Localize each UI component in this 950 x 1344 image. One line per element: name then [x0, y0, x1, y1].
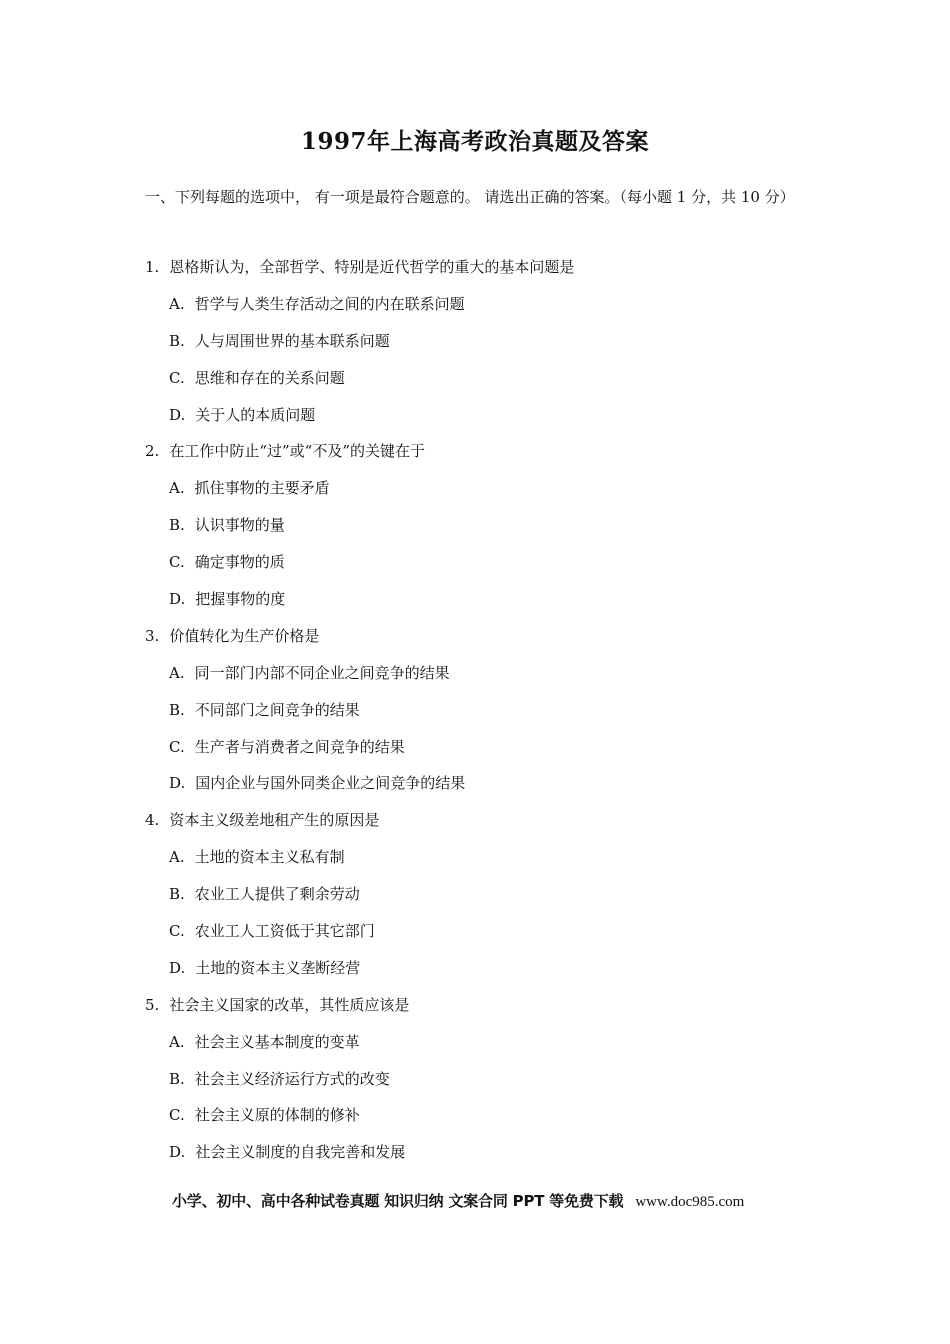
option-text: 国内企业与国外同类企业之间竞争的结果 — [195, 774, 466, 793]
option-letter: B. — [169, 331, 185, 350]
option-text: 社会主义经济运行方式的改变 — [194, 1069, 390, 1088]
option-b — [145, 1061, 810, 1098]
option-letter: D. — [169, 405, 186, 424]
document-title: 1997年上海高考政治真题及答案 — [300, 128, 649, 155]
option-d — [145, 581, 810, 618]
question-4 — [145, 802, 810, 986]
option-letter: D. — [169, 774, 186, 793]
option-c — [145, 360, 810, 397]
question-stem — [145, 987, 810, 1024]
section-instructions: 一、下列每题的选项中， 有一项是最符合题意的。 请选出正确的答案。（每小题 1 分，共 10 分） — [145, 188, 795, 206]
option-text: 生产者与消费者之间竞争的结果 — [194, 737, 405, 756]
option-text: 哲学与人类生存活动之间的内在联系问题 — [194, 294, 465, 313]
option-letter: C. — [169, 737, 185, 756]
question-number: 3. — [145, 626, 160, 645]
option-d — [145, 765, 810, 802]
question-1 — [145, 249, 810, 433]
option-text: 土地的资本主义私有制 — [194, 848, 345, 867]
option-c — [145, 1097, 810, 1134]
question-number: 2. — [145, 442, 160, 461]
option-letter: C. — [169, 553, 185, 572]
question-stem — [145, 433, 810, 470]
question-2 — [145, 433, 810, 617]
option-letter: C. — [169, 922, 185, 941]
option-text: 确定事物的质 — [194, 553, 285, 572]
option-letter: A. — [169, 479, 185, 498]
option-letter: D. — [169, 1143, 186, 1162]
option-text: 农业工人工资低于其它部门 — [194, 922, 375, 941]
option-b — [145, 876, 810, 913]
question-stem — [145, 802, 810, 839]
option-text: 社会主义原的体制的修补 — [194, 1106, 360, 1125]
option-text: 农业工人提供了剩余劳动 — [194, 885, 360, 904]
question-stem — [145, 618, 810, 655]
question-text: 社会主义国家的改革，其性质应该是 — [169, 995, 410, 1014]
option-letter: A. — [169, 294, 185, 313]
option-letter: C. — [169, 1106, 185, 1125]
option-d — [145, 1134, 810, 1171]
question-list — [145, 249, 810, 1171]
option-a — [145, 470, 810, 507]
option-letter: A. — [169, 663, 185, 682]
option-a — [145, 839, 810, 876]
option-d — [145, 950, 810, 987]
option-c — [145, 729, 810, 766]
option-text: 抓住事物的主要矛盾 — [194, 479, 330, 498]
option-c — [145, 544, 810, 581]
option-text: 关于人的本质问题 — [195, 405, 316, 424]
option-a — [145, 655, 810, 692]
option-text: 把握事物的度 — [195, 590, 286, 609]
option-a — [145, 1024, 810, 1061]
option-letter: B. — [169, 885, 185, 904]
option-b — [145, 507, 810, 544]
page-footer — [172, 1186, 852, 1217]
option-text: 人与周围世界的基本联系问题 — [194, 331, 390, 350]
option-d — [145, 397, 810, 434]
question-3 — [145, 618, 810, 802]
question-number: 5. — [145, 995, 160, 1014]
question-stem — [145, 249, 810, 286]
option-text: 社会主义基本制度的变革 — [194, 1032, 360, 1051]
option-letter: B. — [169, 516, 185, 535]
question-text: 资本主义级差地租产生的原因是 — [169, 811, 380, 830]
option-text: 土地的资本主义垄断经营 — [195, 958, 361, 977]
option-text: 同一部门内部不同企业之间竞争的结果 — [194, 663, 450, 682]
question-number: 4. — [145, 811, 160, 830]
option-letter: A. — [169, 848, 185, 867]
footer-url: www.doc985.com — [635, 1194, 745, 1210]
option-b — [145, 323, 810, 360]
question-number: 1. — [145, 258, 160, 276]
option-text: 认识事物的量 — [194, 516, 285, 535]
option-letter: B. — [169, 700, 185, 719]
option-letter: C. — [169, 368, 185, 387]
option-text: 社会主义制度的自我完善和发展 — [195, 1143, 406, 1162]
option-letter: A. — [169, 1032, 185, 1051]
option-letter: B. — [169, 1069, 185, 1088]
option-letter: D. — [169, 590, 186, 609]
question-5 — [145, 987, 810, 1171]
option-b — [145, 692, 810, 729]
question-text: 恩格斯认为，全部哲学、特别是近代哲学的重大的基本问题是 — [169, 258, 575, 276]
footer-text: 小学、初中、高中各种试卷真题 知识归纳 文案合同 PPT 等免费下载 — [172, 1192, 624, 1210]
question-text: 价值转化为生产价格是 — [169, 626, 320, 645]
option-text: 不同部门之间竞争的结果 — [194, 700, 360, 719]
option-c — [145, 913, 810, 950]
option-a — [145, 286, 810, 323]
option-letter: D. — [169, 958, 186, 977]
question-text: 在工作中防止“过”或“不及”的关键在于 — [169, 442, 425, 461]
option-text: 思维和存在的关系问题 — [194, 368, 345, 387]
